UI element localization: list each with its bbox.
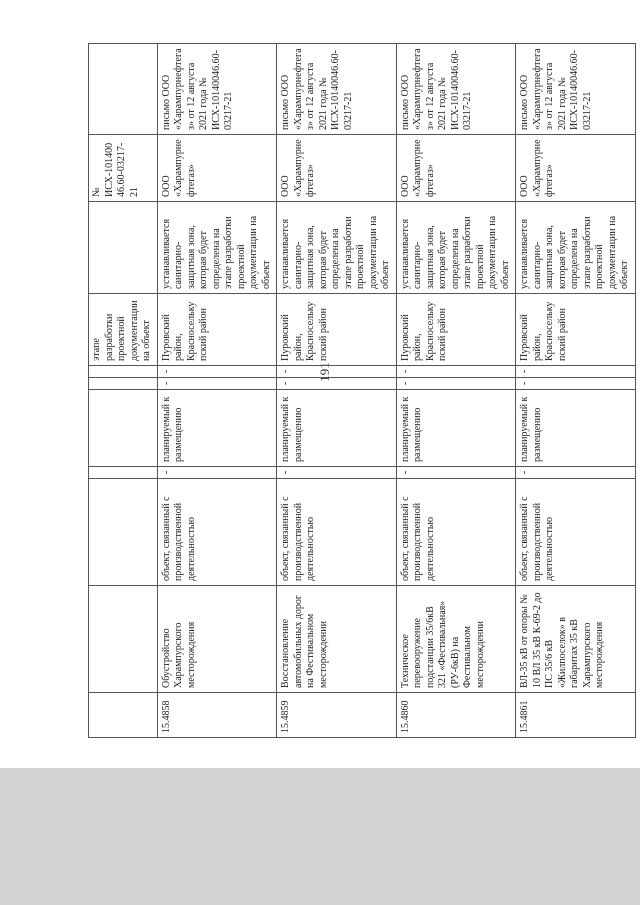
cell-org: ООО «Харампурнефтегаз» [396, 135, 516, 202]
cell-location: Пуровский район, Красноселькупский район [396, 294, 516, 366]
cell-zone: устанавливается санитарно-защитная зона, которая будет определена на этапе разработки проектной документации на объект [516, 202, 636, 294]
cell-number: 15.4861 [516, 693, 636, 738]
cell-name: Восстановление автомобильных дорог на Фестивальном месторождении [277, 586, 397, 693]
cell-location: этапе разработки проектной документации на объект [89, 294, 158, 366]
cell-dash: - [396, 366, 516, 378]
scan-bottom-margin [0, 768, 640, 905]
objects-table [88, 43, 636, 738]
cell-dash [89, 366, 158, 378]
cell-number: 15.4858 [157, 693, 277, 738]
cell-location: Пуровский район, Красноселькупский район [277, 294, 397, 366]
table-area [88, 48, 630, 738]
cell-basis: письмо ООО «Харампурнефтегаз» от 12 августа 2021 года № ИСХ-10140046.60-03217-21 [277, 44, 397, 135]
cell-purpose: объект, связанный с производственной деятельностью [157, 479, 277, 586]
cell-name: ВЛ-35 кВ от опоры № 10 ВЛ 35 кВ К-69-2 до ПС 35/6 кВ «Жилпоселок» в габаритах 35 кВ Харампурского месторождения [516, 586, 636, 693]
cell-dash: - [157, 467, 277, 479]
table-row-partial [89, 44, 158, 738]
cell-basis [89, 44, 158, 135]
cell-purpose [89, 479, 158, 586]
cell-basis: письмо ООО «Харампурнефтегаз» от 12 августа 2021 года № ИСХ-10140046.60-03217-21 [396, 44, 516, 135]
cell-dash [89, 378, 158, 390]
rotated-table-container [88, 48, 630, 738]
cell-status: планируемый к размещению [516, 390, 636, 467]
table-row [277, 44, 397, 738]
cell-org: ООО «Харампурнефтегаз» [277, 135, 397, 202]
cell-purpose: объект, связанный с производственной деятельностью [396, 479, 516, 586]
cell-dash: - [157, 366, 277, 378]
cell-zone: устанавливается санитарно-защитная зона, которая будет определена на этапе разработки проектной документации на объект [277, 202, 397, 294]
cell-name: Техническое перевооружение подстанции 35/6кВ 321 «Фестивальная» (РУ-6кВ) на Фестивальном месторождении [396, 586, 516, 693]
cell-dash: - [516, 378, 636, 390]
cell-basis: письмо ООО «Харампурнефтегаз» от 12 августа 2021 года № ИСХ-10140046.60-03217-21 [516, 44, 636, 135]
cell-dash [89, 467, 158, 479]
cell-purpose: объект, связанный с производственной деятельностью [277, 479, 397, 586]
cell-org: ООО «Харампурнефтегаз» [157, 135, 277, 202]
cell-dash: - [396, 467, 516, 479]
cell-location: Пуровский район, Красноселькупский район [516, 294, 636, 366]
cell-dash: - [277, 378, 397, 390]
cell-status: планируемый к размещению [277, 390, 397, 467]
cell-dash: - [277, 366, 397, 378]
cell-purpose: объект, связанный с производственной деятельностью [516, 479, 636, 586]
cell-status: планируемый к размещению [157, 390, 277, 467]
cell-dash: - [277, 467, 397, 479]
page-number: 191 [317, 362, 332, 382]
cell-name [89, 586, 158, 693]
cell-org: ООО «Харампурнефтегаз» [516, 135, 636, 202]
cell-org: № ИСХ-10140046.60-03217-21 [89, 135, 158, 202]
cell-zone [89, 202, 158, 294]
cell-status: планируемый к размещению [396, 390, 516, 467]
cell-zone: устанавливается санитарно-защитная зона, которая будет определена на этапе разработки проектной документации на объект [157, 202, 277, 294]
cell-location: Пуровский район, Красноселькупский район [157, 294, 277, 366]
cell-zone: устанавливается санитарно-защитная зона, которая будет определена на этапе разработки проектной документации на объект [396, 202, 516, 294]
cell-dash: - [396, 378, 516, 390]
cell-status [89, 390, 158, 467]
cell-dash: - [516, 366, 636, 378]
cell-number [89, 693, 158, 738]
cell-dash: - [516, 467, 636, 479]
table-row [396, 44, 516, 738]
table-row [516, 44, 636, 738]
cell-name: Обустройство Харампурского месторождения [157, 586, 277, 693]
cell-dash: - [157, 378, 277, 390]
cell-basis: письмо ООО «Харампурнефтегаз» от 12 августа 2021 года № ИСХ-10140046.60-03217-21 [157, 44, 277, 135]
cell-number: 15.4860 [396, 693, 516, 738]
table-row [157, 44, 277, 738]
cell-number: 15.4859 [277, 693, 397, 738]
